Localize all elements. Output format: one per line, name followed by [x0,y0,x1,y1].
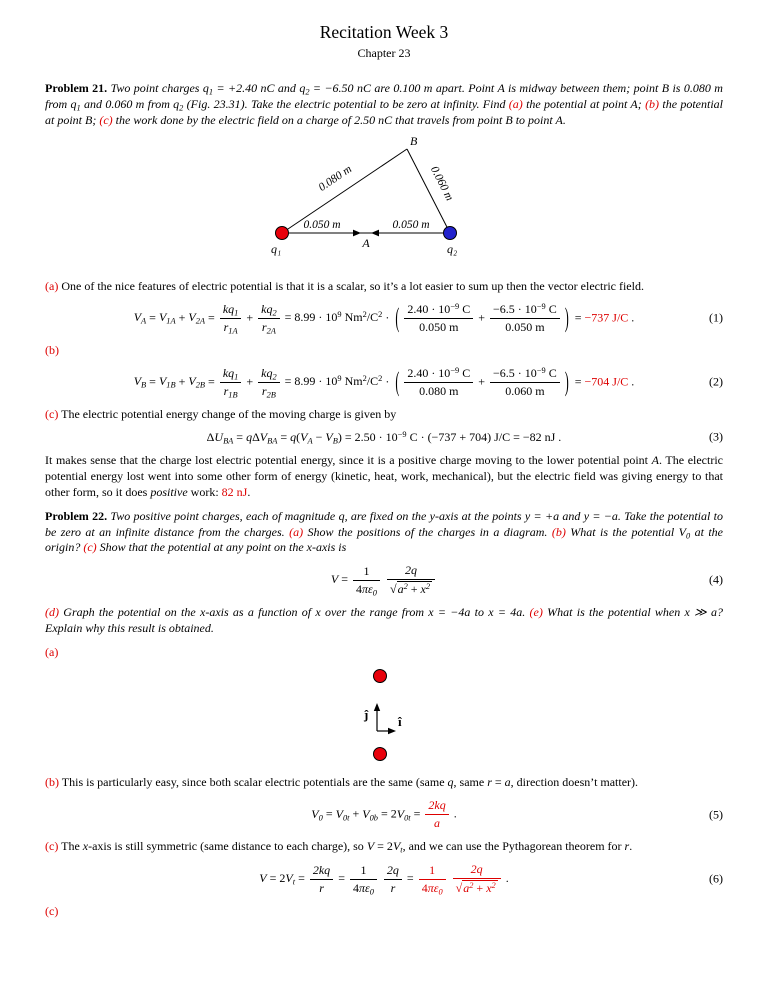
p22-part-c-text [45,839,723,855]
equation-5-body [311,798,456,831]
fraction [310,863,333,896]
page-title: Recitation Week 3 [319,22,449,42]
text-run: $2.40 \cdot 10^{-9}$ [407,365,460,380]
denominator [404,319,473,335]
denominator [404,383,473,399]
numerator [425,798,448,815]
text-run: -axis is still symmetric (same distance to each charge), so [88,839,367,854]
text-run: The electric potential energy change of the moving charge is given by [58,406,397,421]
distance-left-side-label: 0.080 m [316,163,355,194]
fraction [453,862,501,896]
text-run: 2q [386,862,399,877]
p21-part-b-label [45,343,723,359]
text-run: $V_A$ [133,310,147,326]
text-run: C [459,301,471,316]
text-run: = +2.40 nC and [213,81,300,95]
text-run: − [312,429,326,444]
text-run: + [475,310,489,325]
text-run: = [571,374,585,389]
text-run: This is particularly easy, since both scalar electric potentials are the same (same [59,775,448,790]
figure-charges-on-y-axis [45,667,723,767]
text-run: = [295,870,308,885]
numerator [404,366,473,383]
text-run: (c) [45,406,59,421]
text-run: . [247,484,251,499]
point-A-label: A [362,235,370,250]
text-run: (a) [45,645,59,660]
p21-discussion-text [45,453,723,501]
text-run: . [502,870,509,885]
text-run: · [382,310,393,325]
text-run: $x^2$ [486,881,496,896]
text-run: $V_B$ [133,374,147,390]
text-run: A [651,452,659,467]
charge-q2-dot [444,226,457,239]
equation-4 [45,563,723,597]
text-run: $V_{2A}$ [188,310,206,326]
text-run: $-6.5 \cdot 10^{-9}$ [493,301,546,316]
text-run: $-6.5 \cdot 10^{-9}$ [493,365,546,380]
equation-2-number: (2) [709,374,723,389]
radicand [462,880,497,896]
radicand [397,581,432,597]
text-run: = [146,310,159,325]
text-run: q [290,429,297,444]
text-run: 2kq [428,798,446,813]
text-run: $V_0$ [678,524,691,541]
text-run [382,572,385,586]
text-run: $\pi\varepsilon_0$ [427,880,443,897]
text-run: $V_{0t}$ [396,806,411,823]
text-run: and 0.060 m from [80,96,174,111]
text-run: = [146,374,159,389]
text-run: + [243,310,257,325]
numerator [490,366,560,383]
big-delimiter: ) [564,301,569,334]
text-run: . [450,806,457,821]
p22-parts-d-e-text [45,605,723,637]
fraction [490,366,560,399]
fraction [404,366,473,399]
text-run: $r_{2A}$ [261,319,276,336]
text-run: $V_t$ [285,870,296,887]
text-run: (d) [45,605,59,620]
text-run: Δ [252,429,260,444]
denominator [490,319,560,335]
denominator [353,581,380,597]
text-run: , are fixed on the y-axis at the points y = +a and y = −a. Take the potential to be zero at an infinite distance from the charges. [45,508,723,539]
text-run: + [475,374,489,389]
text-run: x [82,839,89,854]
text-run: $r_{1B}$ [223,383,238,400]
text-run: Problem 22. [45,508,108,523]
square-root [456,881,498,895]
text-run: (a) [45,278,59,293]
text-run: (a) [508,96,523,111]
fraction [425,798,448,831]
text-run: $x^2$ [420,582,431,597]
text-run: = [403,870,417,885]
numerator [453,862,501,879]
text-run: What is the potential when x ≫ a? Explain why this result is obtained. [45,605,723,636]
text-run: $V_{BA}$ [259,429,278,446]
distance-base-right-label: 0.050 m [392,218,430,231]
text-run: $/C^2$ [366,309,383,325]
text-run: $/C^2$ [366,373,383,389]
equation-4-number: (4) [709,572,723,587]
problem22-statement [45,509,723,557]
text-run [448,871,451,885]
charge-q1-dot [276,226,289,239]
fraction [353,564,380,597]
text-run: r [624,839,630,854]
equation-6-body [259,862,508,896]
text-run: Graph the potential on the x-axis as a function of x over the range from x = −4a to x = 4a. [59,605,530,620]
numerator [258,366,280,383]
text-run: = $8.99 \cdot 10^9$ [281,373,342,389]
denominator [384,880,402,896]
text-run: (e) [529,605,543,620]
charge-bottom-dot [374,748,387,761]
text-run: a [504,775,511,790]
text-run: V [259,870,267,885]
fraction [387,563,435,597]
page-subtitle: Chapter 23 [357,46,411,60]
fraction [258,302,280,335]
unit-vector-i-label: î [398,714,402,730]
text-run: $kq_1$ [222,365,239,382]
triangle-diagram [244,135,524,267]
text-run: + [473,881,487,896]
text-run: 4 [352,880,359,895]
p22-part-a-label [45,645,723,661]
numerator [387,563,435,580]
fraction [350,863,377,896]
text-run: + [243,374,257,389]
denominator [310,880,333,896]
text-run: = [205,310,218,325]
equation-3-number: (3) [709,429,723,444]
equation-1-number: (1) [709,310,723,325]
text-run: 1 [429,862,436,877]
text-run: C [545,301,557,316]
text-run: (b) [45,342,59,357]
charge-q2-label: q₂ [447,241,458,256]
numerator [350,863,377,880]
text-run: (Fig. 23.31). Take the electric potential to be zero at infinity. Find [183,96,509,111]
numerator [258,302,280,319]
text-run: . [628,374,635,389]
equation-1-body [134,302,635,335]
text-run: ) = $2.50 \cdot 10^{-9}$ [337,429,407,444]
text-run: (b) [551,524,566,539]
text-run: 2q [405,563,418,578]
text-run: (c) [99,112,113,127]
text-run: 2q [470,862,483,877]
p21-part-c-text [45,407,723,423]
text-run: (b) [645,96,660,111]
text-run: = [277,429,291,444]
numerator [404,302,473,319]
text-run: $a^2$ [463,881,474,896]
text-run: , direction doesn’t matter). [510,775,639,790]
text-run: $kq_2$ [261,365,277,382]
charge-top-dot [374,670,387,683]
text-run: $q_2$ [299,81,310,97]
fraction [404,302,473,335]
text-run: = [233,429,247,444]
text-run: (c) [45,839,59,854]
text-run: 0.050 m [419,319,459,334]
equation-3-body [207,430,562,445]
distance-base-left-label: 0.050 m [303,218,341,231]
radical-sign: √ [389,582,397,597]
text-run: $kq_1$ [222,301,239,318]
text-run: = [338,572,352,587]
text-run: Problem 21. [45,81,108,95]
denominator [220,383,242,399]
text-run: + [175,374,189,389]
text-run: = $8.99 \cdot 10^9$ [281,309,342,325]
big-delimiter: ( [395,365,400,398]
text-run: = 2 [377,806,397,821]
text-run: Show the positions of the charges in a diagram. [303,524,552,539]
fraction [490,302,560,335]
text-run: $q_2$ [173,96,184,113]
text-run: $V_{1B}$ [158,374,176,390]
text-run: , and we can use the Pythagorean theorem for [402,839,625,854]
text-run: Two point charges [107,81,203,95]
text-run: . The electric potential energy lost went into some other form of energy (kinetic, heat, work, mechanical), but the electric field was giving energy to that other form, so it does [45,452,723,499]
text-run: C [545,365,557,380]
numerator [310,863,333,880]
text-run: + [175,310,189,325]
text-run: (c) [45,904,59,919]
text-run: 1 [363,563,370,578]
denominator [425,815,448,831]
text-run: q [246,429,253,444]
text-run: The [58,839,83,854]
denominator [453,879,501,896]
text-run: = [410,806,424,821]
equation-5 [45,798,723,831]
text-run: a [434,816,441,831]
text-run: $r_{2B}$ [261,383,276,400]
equation-2-body [134,366,635,399]
text-run: $q_1$ [70,96,81,113]
text-run: 2kq [312,862,331,877]
equation-5-number: (5) [709,807,723,822]
charges-axes-diagram [344,667,424,763]
text-run: r [487,775,492,790]
axis-j-arrowhead [374,703,380,711]
numerator [419,863,446,880]
p22-part-c2-label [45,904,723,920]
text-run: ( [296,429,301,444]
text-run: $q_1$ [202,81,214,97]
text-run: the work done by the electric field on a charge of 2.50 nC that travels from point B to point A. [112,112,566,127]
text-run: = 2 [266,870,286,885]
base-arrowhead-left [353,229,361,236]
equation-3 [45,430,723,445]
equation-2 [45,366,723,399]
text-run: r [319,880,324,895]
text-run: $V_t$ [392,839,403,855]
text-run: $\pi\varepsilon_0$ [358,880,374,897]
text-run: = [491,775,505,790]
text-run: $V_{2B}$ [188,374,206,390]
text-run: = [571,310,585,325]
distance-right-side-label: 0.060 m [427,164,456,203]
text-run: $a^2$ [397,582,408,597]
text-run: Δ [206,429,215,444]
text-run: $V_{0t}$ [335,806,350,823]
p21-part-a-text [45,279,723,295]
text-run [379,871,382,885]
text-run: . [629,839,633,854]
text-run: C [459,365,471,380]
text-run: q [338,508,345,523]
unit-vector-j-label: ĵ [364,707,369,723]
text-run: 0.080 m [419,383,459,398]
text-run: 0.060 m [505,383,545,398]
text-run: 1 [360,862,367,877]
equation-6 [45,862,723,896]
text-run: (a) [289,524,304,539]
denominator [258,319,280,335]
fraction [258,366,280,399]
figure-23-31 [45,135,723,271]
numerator [220,302,242,319]
big-delimiter: ( [395,301,400,334]
equation-6-number: (6) [709,871,723,886]
equation-1 [45,302,723,335]
text-run: $r_{1A}$ [223,319,238,336]
text-run: positive [150,484,188,499]
denominator [220,319,242,335]
text-run: = [205,374,218,389]
text-run: the potential at point B; [45,96,724,127]
numerator [490,302,560,319]
charge-q1-label: q₁ [271,241,282,256]
fraction [220,366,242,399]
text-run: = [335,870,348,885]
text-run: , same [453,775,488,790]
denominator [350,880,377,896]
text-run: Show that the potential at any point on the x-axis is [96,540,347,555]
text-run: −704 J/C [584,374,629,389]
problem21-statement [45,81,723,129]
axis-i-arrowhead [388,728,396,734]
text-run: $V_{1A}$ [158,310,176,326]
triangle-edge-left [282,149,407,233]
text-run: . [628,310,635,325]
text-run: 82 nJ [221,484,248,499]
text-run: (b) [45,775,59,790]
text-run: $V_0$ [311,806,323,823]
fraction [419,863,446,896]
text-run: at the origin? [45,524,723,555]
text-run: V [366,839,375,854]
numerator [353,564,380,581]
text-run: $V_B$ [325,429,338,446]
big-delimiter: ) [564,365,569,398]
denominator [387,580,435,597]
numerator [384,863,402,880]
text-run: 4 [356,581,363,596]
denominator [258,383,280,399]
fraction [220,302,242,335]
text-run: (c) [83,540,97,555]
text-run: r [390,880,396,895]
text-run: 4 [421,880,428,895]
text-run: the potential at point A; [522,96,646,111]
text-run: $2.40 \cdot 10^{-9}$ [407,301,460,316]
equation-4-body [331,563,437,597]
text-run: = [322,806,336,821]
denominator [490,383,560,399]
text-run: 0.050 m [505,319,545,334]
text-run: + [349,806,363,821]
text-run: V [330,572,339,587]
point-B-label: B [410,134,418,148]
text-run: work: [187,484,222,499]
text-run: Two positive point charges, each of magnitude [107,508,339,523]
radical-sign: √ [455,881,463,896]
text-run: It makes sense that the charge lost electric potential energy, since it is a positive charge moving to the lower potential point [45,452,652,467]
text-run: $V_A$ [300,429,313,446]
p22-part-b-text [45,775,723,791]
square-root [390,582,432,596]
text-run: = 2 [374,839,393,854]
text-run: Nm$^2$ [341,373,367,389]
text-run: −737 J/C [584,310,629,325]
text-run: What is the potential [565,524,679,539]
base-arrowhead-right [371,229,379,236]
denominator [419,880,446,896]
text-run: + [407,582,421,597]
text-run: = −6.50 nC are 0.100 m apart. Point A is midway between them; point B is 0.080 m from [45,81,723,111]
text-run: Nm$^2$ [341,309,367,325]
text-run: $V_{0b}$ [362,806,378,823]
text-run: C · (−737 + 704) J/C = −82 nJ . [406,429,562,444]
text-run: $kq_2$ [261,301,277,318]
numerator [220,366,242,383]
text-run: $\pi\varepsilon_0$ [362,581,377,598]
text-run: $U_{BA}$ [214,429,234,446]
text-run: q [447,775,454,790]
text-run: One of the nice features of electric potential is that it is a scalar, so it’s a lot easier to sum up then the vector electric field. [58,278,644,293]
text-run: · [382,374,393,389]
fraction [384,863,402,896]
